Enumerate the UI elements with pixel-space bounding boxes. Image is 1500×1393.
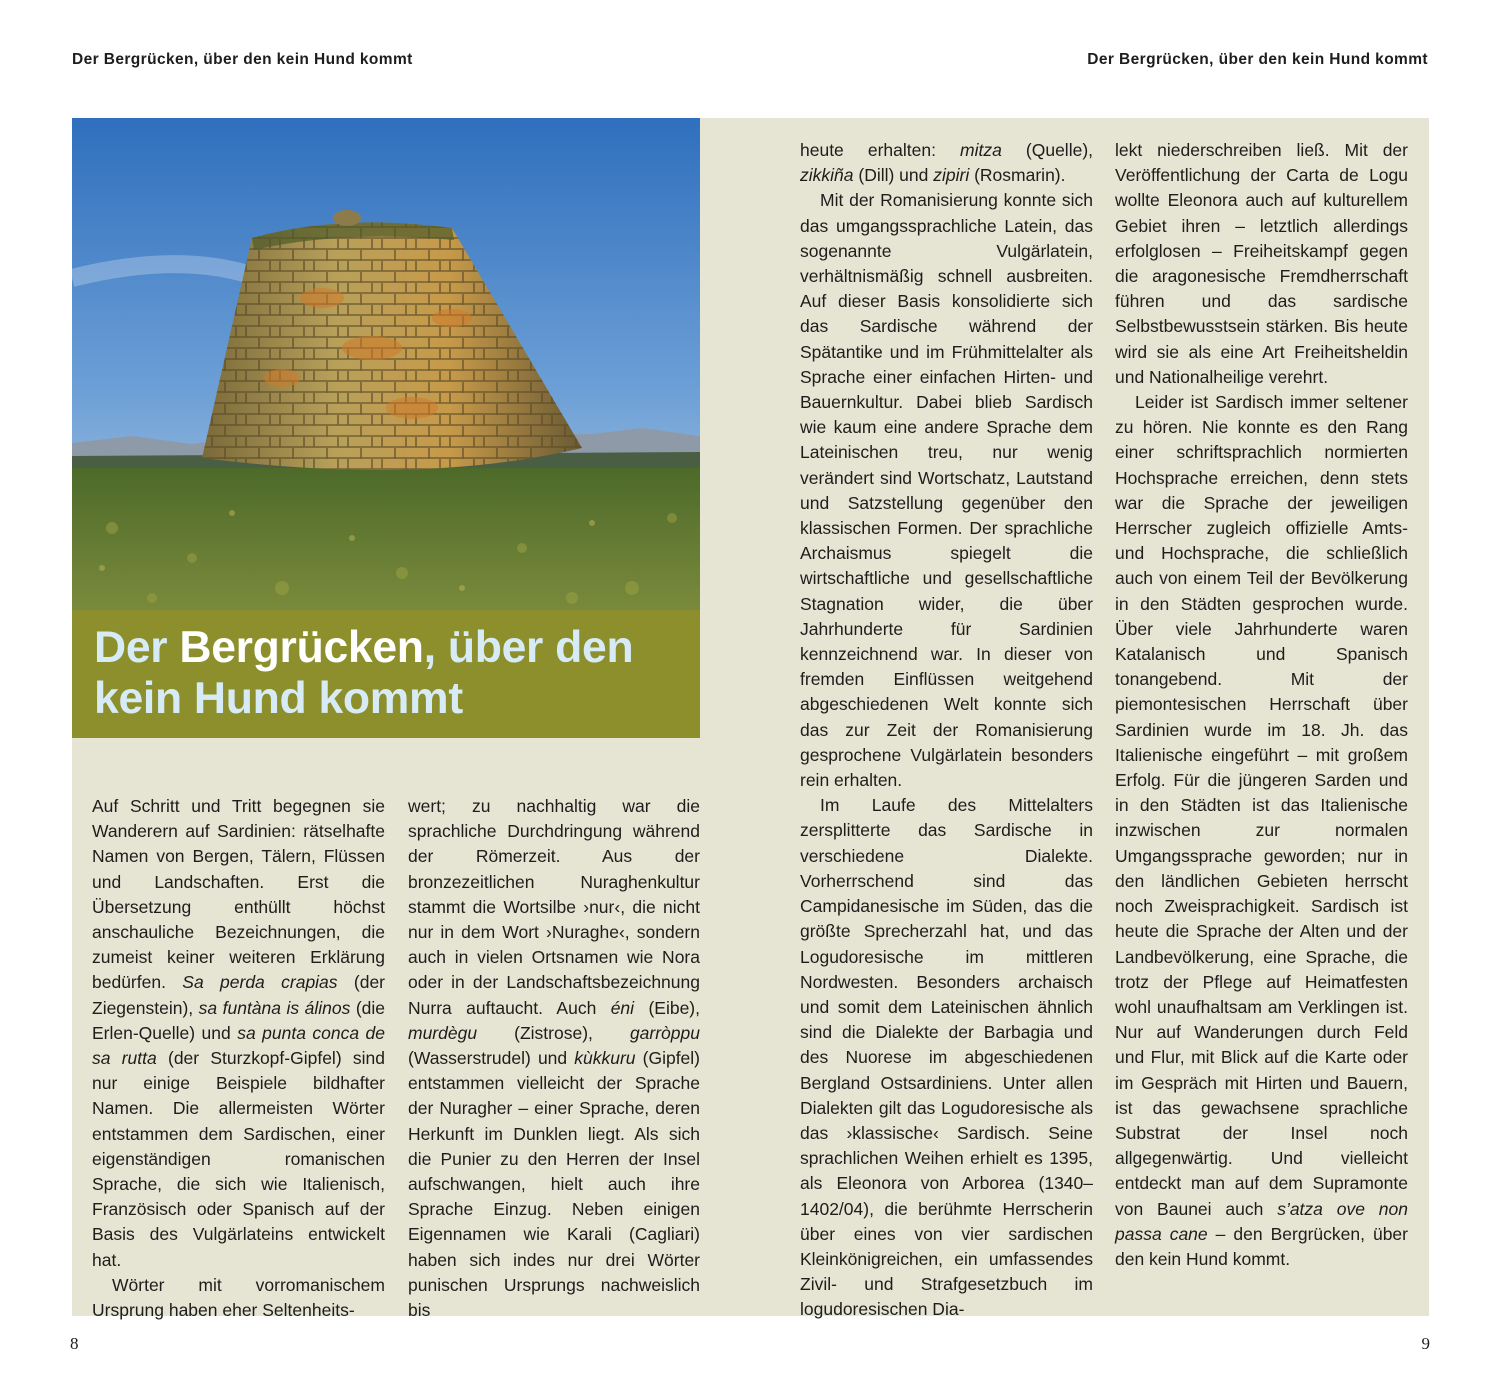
text-run: Leider ist Sardisch immer seltener zu hören. Nie konnte es den Rang einer schriftsprachlich normierten Hochsprache erreichen, denn stets war die Sprache der jeweiligen Herrscher zugleich offizielle Amts- und Hochsprache, die schließlich auch von einem Teil der Bevölkerung in den Städten gesprochen wurde. Über viele Jahrhunderte waren Katalanisch und Spanisch tonangebend. Mit der piemontesischen Herrschaft über Sardinien wurde im 18. Jh. das Italienische eingeführt – mit großem Erfolg. Für die jüngeren Sarden und in den Städten ist das Italienische inzwischen zur normalen Umgangssprache geworden; nur in den ländlichen Gebieten herrscht noch Zweisprachigkeit. Sardisch ist heute die Sprache der Alten und der Landbevölkerung, eine Sprache, die trotz der Pflege auf Heimatfesten wohl unaufhaltsam am Verklingen ist. Nur auf Wanderungen durch Feld und Flur, mit Blick auf die Karte oder im Gespräch mit Hirten und Bauern, ist das gewachsene sprachliche Substrat der Insel noch allgegenwärtig. Und vielleicht entdeckt man auf dem Supramonte von Baunei auch <box>1115 392 1408 1219</box>
paragraph <box>1115 390 1408 1272</box>
italic-term: s’atza ove non passa cane <box>1115 1198 1408 1244</box>
italic-term: zipiri <box>933 165 970 186</box>
paragraph: Mit der Romanisierung konnte sich das umgangssprachliche Latein, das sogenannte Vulgärlatein, verhältnismäßig schnell ausbreiten. Auf dieser Basis konsolidierte sich das Sardische während der Spätantike und im Frühmittelalter als Sprache einer einfachen Hirten- und Bauernkultur. Dabei blieb Sardisch wie kaum eine andere Sprache dem Lateinischen treu, nur wenig verändert sind Wortschatz, Lautstand und Satzstellung gegenüber den klassischen Formen. Der sprachliche Archaismus spiegelt die wirtschaftliche und gesellschaftliche Stagnation wider, die über Jahrhunderte für Sardinien kennzeichnend war. In dieser von fremden Einflüssen weitgehend abgeschiedenen Welt konnte sich das zur Zeit der Romanisierung gesprochene Vulgärlatein besonders rein erhalten. <box>800 190 1093 791</box>
text-run: (Dill) und <box>853 165 934 186</box>
text-run: wert; zu nachhaltig war die sprachliche Durchdringung während der Römerzeit. Aus der bronzezeitlichen Nuraghenkultur stammt die Wortsilbe ›nur‹, die nicht nur in dem Wort ›Nuraghe‹, sondern auch in vielen Ortsnamen wie Nora oder in der Landschaftsbezeichnung Nurra auftaucht. Auch <box>408 796 700 1018</box>
text-run: (Wasserstrudel) und <box>408 1048 575 1069</box>
running-head-right: Der Bergrücken, über den kein Hund kommt <box>1087 51 1428 68</box>
chapter-title <box>94 622 694 724</box>
text-column-1 <box>92 794 385 1323</box>
chapter-title-part: Der <box>94 623 180 672</box>
page-number-left: 8 <box>70 1334 79 1353</box>
text-run: (Eibe), <box>634 997 700 1018</box>
text-run: (Gipfel) entstammen vielleicht der Sprache der Nuragher – einer Sprache, deren Herkunft im Dunklen liegt. Als sich die Punier zu den Herren der Insel aufschwangen, hielt auch ihre Sprache Einzug. Neben einigen Eigennamen wie Karali (Cagliari) haben sich indes nur drei Wörter punischen Ursprungs nachweislich bis <box>408 1048 701 1321</box>
page-number-right: 9 <box>1421 1334 1430 1353</box>
chapter-title-highlight: Bergrücken <box>179 623 424 672</box>
text-column-3 <box>800 138 1093 1323</box>
text-run: (der Ziegenstein), <box>92 972 386 1018</box>
text-run: – den Bergrücken, über den kein Hund kommt. <box>1115 1223 1408 1269</box>
text-run: (der Sturzkopf-Gipfel) sind nur einige Beispiele bildhafter Namen. Die allermeisten Wörter entstammen dem Sardischen, einer eigenständigen romanischen Sprache, die sich wie Italienisch, Französisch oder Spanisch auf der Basis des Vulgärlateins entwickelt hat. <box>92 1048 385 1270</box>
italic-term: garròppu <box>629 1022 700 1043</box>
text-run: (Zistrose), <box>477 1022 630 1043</box>
italic-term: sa funtàna is álinos <box>198 997 351 1018</box>
paragraph <box>408 794 700 1323</box>
nuraghe-photo <box>72 118 700 610</box>
text-run: Auf Schritt und Tritt begegnen sie Wanderern auf Sardinien: rätselhafte Namen von Bergen, Tälern, Flüssen und Landschaften. Erst die Übersetzung enthüllt höchst anschauliche Bezeichnungen, die zumeist keiner weiteren Erklärung bedürfen. <box>92 796 385 993</box>
italic-term: murdègu <box>408 1022 478 1043</box>
paragraph <box>92 794 385 1273</box>
text-column-4 <box>1115 138 1408 1272</box>
chapter-title-part: , über den <box>423 623 634 672</box>
text-run: heute erhalten: <box>800 140 961 160</box>
text-run: (Quelle), <box>1001 140 1094 160</box>
italic-term: mitza <box>960 140 1002 160</box>
chapter-title-box <box>72 610 700 738</box>
paragraph: Wörter mit vorromanischem Ursprung haben eher Seltenheits- <box>92 1274 385 1321</box>
italic-term: zikkiña <box>800 165 854 186</box>
text-column-2 <box>408 794 700 1323</box>
paragraph: lekt niederschreiben ließ. Mit der Veröffentlichung der Carta de Logu wollte Eleonora auch auf kulturellem Gebiet ihren – letztlich allerdings erfolglosen – Freiheitskampf gegen die aragonesische Fremdherrschaft führen und das sardische Selbstbewusstsein stärken. Bis heute wird sie als eine Art Freiheitsheldin und Nationalheilige verehrt. <box>1115 140 1408 387</box>
italic-term: éni <box>610 997 635 1018</box>
paragraph <box>800 138 1093 188</box>
italic-term: Sa perda crapias <box>182 972 338 993</box>
text-run: (die Erlen-Quelle) und <box>92 997 386 1043</box>
italic-term: kùkkuru <box>574 1048 636 1069</box>
running-head-left: Der Bergrücken, über den kein Hund kommt <box>72 51 413 68</box>
chapter-title-line2: kein Hund kommt <box>94 674 463 723</box>
italic-term: sa punta conca de sa rutta <box>92 1022 385 1069</box>
text-run: (Rosmarin). <box>969 165 1066 186</box>
paragraph: Im Laufe des Mittelalters zersplitterte das Sardische in verschiedene Dialekte. Vorherrschend sind das Campidanesische im Süden, das die größte Sprecherzahl hat, und das Logudoresische im mittleren Nordwesten. Besonders archaisch und somit dem Lateinischen ähnlich sind die Dialekte der Barbagia und des Nuorese im abgeschiedenen Bergland Ostsardiniens. Unter allen Dialekten gilt das Logudoresische als das ›klassische‹ Sardisch. Seine sprachlichen Weihen erhielt es 1395, als Eleonora von Arborea (1340–1402/04), die berühmte Herrscherin über eines von vier sardischen Kleinkönigreichen, ein umfassendes Zivil- und Strafgesetzbuch im logudoresischen Dia- <box>800 795 1093 1320</box>
